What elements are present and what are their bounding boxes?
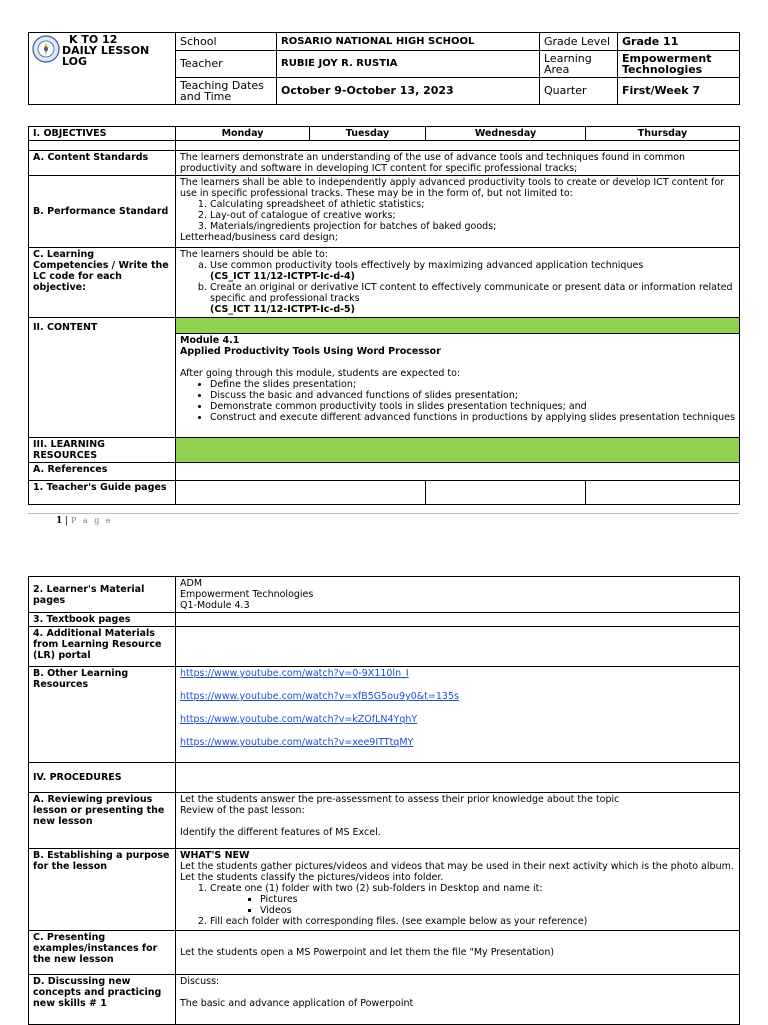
resource-link[interactable]: https://www.youtube.com/watch?v=0-9X110ln_I	[180, 668, 409, 679]
learning-competencies-label: C. Learning Competencies / Write the LC code for each objective:	[29, 248, 176, 318]
dll-title-line2: DAILY LESSON LOG	[62, 44, 150, 68]
procedures-label: IV. PROCEDURES	[29, 763, 176, 793]
resource-link[interactable]: https://www.youtube.com/watch?v=xfB5G5ou9y0&t=135s	[180, 691, 459, 702]
whats-new-heading: WHAT'S NEW	[180, 850, 250, 861]
content-bullet: • Define the slides presentation;	[210, 379, 735, 390]
reviewing-label: A. Reviewing previous lesson or presenting the new lesson	[29, 793, 176, 849]
procedures-table	[28, 576, 740, 1025]
reviewing-line: Let the students answer the pre-assessment to assess their prior knowledge about the topic	[180, 794, 620, 805]
page-number: 1	[56, 516, 63, 526]
teacher-label: Teacher	[176, 51, 277, 78]
day-thursday: Thursday	[586, 127, 740, 141]
content-bullet: • Discuss the basic and advanced functions of slides presentation;	[210, 390, 735, 401]
learning-resources-label: III. LEARNING RESOURCES	[29, 438, 176, 463]
performance-item: 1. Calculating spreadsheet of athletic statistics;	[210, 199, 735, 210]
content-label: II. CONTENT	[29, 318, 176, 438]
establishing-label: B. Establishing a purpose for the lesson	[29, 849, 176, 931]
grade-label: Grade Level	[540, 33, 618, 51]
learners-material-cell	[176, 577, 740, 613]
page-footer: 1 | P a g e	[28, 513, 739, 528]
dll-title-line1: K TO 12	[69, 33, 118, 46]
learning-competencies-cell	[176, 248, 740, 318]
learners-line: Empowerment Technologies	[180, 589, 314, 600]
textbook-label: 3. Textbook pages	[29, 613, 176, 627]
links-cell	[176, 667, 740, 763]
day-wednesday: Wednesday	[426, 127, 586, 141]
performance-standard-label: B. Performance Standard	[29, 176, 176, 248]
folder-item: ▪ Videos	[260, 905, 735, 916]
additional-materials-label: 4. Additional Materials from Learning Resource (LR) portal	[29, 627, 176, 667]
module-title: Applied Productivity Tools Using Word Processor	[180, 346, 441, 357]
learners-material-label: 2. Learner's Material pages	[29, 577, 176, 613]
resource-link[interactable]: https://www.youtube.com/watch?v=kZOfLN4YqhY	[180, 714, 418, 725]
page-word: P a g e	[71, 516, 113, 525]
content-standards-text: The learners demonstrate an understanding of the use of advance tools and techniques found in common productivity and software in developing ICT content for specific professional tracks;	[176, 151, 740, 176]
teacher-value: RUBIE JOY R. RUSTIA	[277, 51, 540, 78]
deped-seal-icon	[32, 35, 60, 63]
discussing-line: Discuss:	[180, 976, 220, 987]
discussing-cell	[176, 975, 740, 1025]
content-green-bar	[176, 318, 740, 334]
day-monday: Monday	[176, 127, 310, 141]
quarter-label: Quarter	[540, 78, 618, 105]
learning-area-value: Empowerment Technologies	[618, 51, 740, 78]
folder-item: ▪ Pictures	[260, 894, 735, 905]
school-value: ROSARIO NATIONAL HIGH SCHOOL	[277, 33, 540, 51]
reviewing-line: Identify the different features of MS Excel.	[180, 827, 381, 838]
competency-b: Create an original or derivative ICT content to effectively communicate or present data or information related specific and professional tracks	[210, 282, 733, 304]
competency-a-code: (CS_ICT 11/12-ICTPT-Ic-d-4)	[210, 271, 356, 282]
learning-area-label: Learning Area	[540, 51, 618, 78]
performance-tail: Letterhead/business card design;	[180, 232, 338, 243]
competency-b-code: (CS_ICT 11/12-ICTPT-Ic-d-5)	[210, 304, 356, 315]
other-resources-label: B. Other Learning Resources	[29, 667, 176, 763]
establishing-step: Create one (1) folder with two (2) sub-folders in Desktop and name it:	[210, 883, 543, 894]
logo-title-cell	[29, 33, 176, 105]
resources-green-bar	[176, 438, 740, 463]
reviewing-cell	[176, 793, 740, 849]
teaching-dates-value: October 9-October 13, 2023	[277, 78, 540, 105]
performance-intro: The learners shall be able to independently apply advanced productivity tools to create or develop ICT content for use in specific professional tracks. These may be in the form of, but not limited to:	[180, 177, 725, 199]
school-label: School	[176, 33, 277, 51]
content-cell	[176, 334, 740, 438]
objectives-table	[28, 126, 740, 505]
teaching-dates-label: Teaching Dates and Time	[176, 78, 277, 105]
header-table	[28, 32, 740, 105]
content-standards-label: A. Content Standards	[29, 151, 176, 176]
discussing-label: D. Discussing new concepts and practicing new skills # 1	[29, 975, 176, 1025]
performance-item: 2. Lay-out of catalogue of creative works;	[210, 210, 735, 221]
module-number: Module 4.1	[180, 335, 240, 346]
competency-a: Use common productivity tools effectively by maximizing advanced application techniques	[210, 260, 644, 271]
grade-value: Grade 11	[618, 33, 740, 51]
discussing-line: The basic and advance application of Powerpoint	[180, 998, 414, 1009]
establishing-text: Let the students gather pictures/videos and videos that may be used in their next activity which is the photo album. Let the students classify the pictures/videos into folder.	[180, 861, 734, 883]
quarter-value: First/Week 7	[618, 78, 740, 105]
day-tuesday: Tuesday	[310, 127, 426, 141]
teachers-guide-label: 1. Teacher's Guide pages	[29, 481, 176, 505]
reviewing-line: Review of the past lesson:	[180, 805, 305, 816]
content-bullet: • Construct and execute different advanced functions in productions by applying slides presentation techniques	[210, 412, 735, 423]
presenting-text: Let the students open a MS Powerpoint and let them the file "My Presentation)	[176, 931, 740, 975]
competencies-intro: The learners should be able to:	[180, 249, 328, 260]
content-bullet: • Demonstrate common productivity tools in slides presentation techniques; and	[210, 401, 735, 412]
objectives-heading: I. OBJECTIVES	[29, 127, 176, 141]
performance-standard-cell	[176, 176, 740, 248]
establishing-step: 2. Fill each folder with corresponding files. (see example below as your reference)	[210, 916, 735, 927]
presenting-label: C. Presenting examples/instances for the new lesson	[29, 931, 176, 975]
content-intro: After going through this module, students are expected to:	[180, 368, 461, 379]
establishing-cell	[176, 849, 740, 931]
learners-line: ADM	[180, 578, 203, 589]
learners-line: Q1-Module 4.3	[180, 600, 250, 611]
resource-link[interactable]: https://www.youtube.com/watch?v=xee9ITTtqMY	[180, 737, 414, 748]
performance-item: 3. Materials/ingredients projection for batches of baked goods;	[210, 221, 735, 232]
references-label: A. References	[29, 463, 176, 481]
